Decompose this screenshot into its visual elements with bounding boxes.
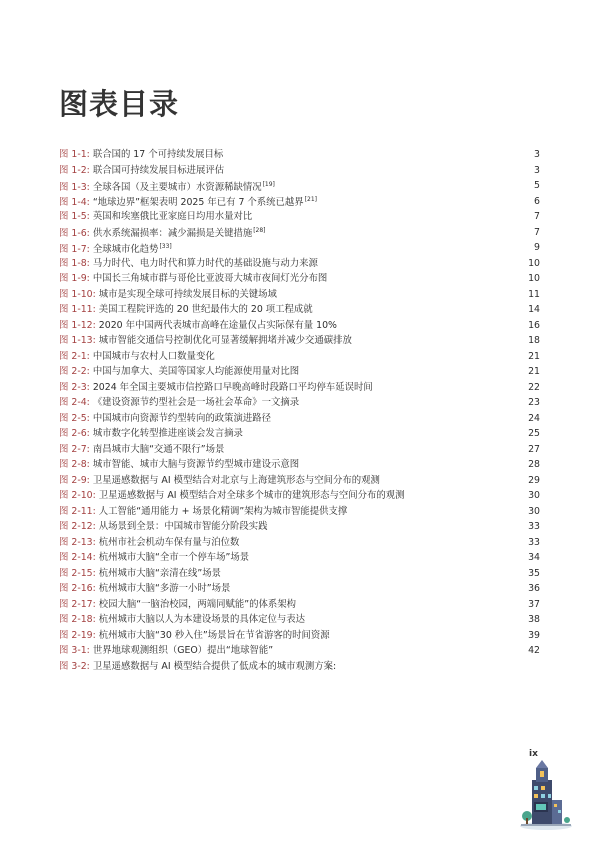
figure-title: 人工智能“通用能力 + 场景化精调”架构为城市智能提供支撑 — [98, 505, 348, 517]
figure-title: 杭州城市大脑“30 秒入住”场景旨在节省游客的时间资源 — [98, 629, 330, 641]
figure-title: 卫星遥感数据与 AI 模型结合对全球多个城市的建筑形态与空间分布的观测 — [98, 490, 405, 501]
page-ref: 42 — [528, 645, 540, 656]
figure-number: 图 1-3: — [59, 181, 93, 193]
figure-number: 图 2-16: — [59, 583, 99, 594]
toc-entry-text — [59, 581, 230, 597]
toc-entry[interactable] — [59, 333, 540, 349]
figure-number: 图 2-9: — [59, 474, 93, 486]
figure-title: 联合国可持续发展目标进展评估 — [92, 164, 225, 176]
page-ref: 3 — [534, 164, 540, 176]
toc-entry-text — [59, 473, 380, 489]
citation-ref[interactable]: [28] — [253, 227, 266, 234]
page-ref: 37 — [528, 598, 540, 610]
figure-title: 南昌城市大脑“交通不限行”场景 — [92, 443, 225, 455]
toc-entry[interactable] — [59, 380, 540, 396]
figure-number: 图 2-7: — [59, 443, 93, 455]
figure-number: 图 2-17: — [59, 598, 99, 610]
figure-number: 图 1-2: — [59, 164, 93, 176]
figure-number: 图 2-19: — [59, 629, 99, 641]
page-title: 图表目录 — [59, 87, 180, 121]
figure-number: 图 1-5: — [59, 211, 93, 222]
page-ref: 24 — [528, 412, 540, 424]
page-ref: 21 — [528, 366, 540, 377]
figure-number: 图 1-8: — [59, 257, 93, 269]
toc-entry-text — [59, 318, 337, 334]
figure-title: 中国城市向资源节约型转向的政策演进路径 — [92, 412, 271, 424]
page-ref: 35 — [528, 567, 540, 579]
figure-title: 城市是实现全球可持续发展目标的关键场域 — [98, 288, 277, 300]
toc-entry[interactable] — [59, 287, 540, 303]
figure-number: 图 2-5: — [59, 412, 93, 424]
page-ref: 38 — [528, 614, 540, 625]
figure-title: 中国与加拿大、美国等国家人均能源使用量对比图 — [92, 366, 300, 377]
toc-entry[interactable] — [59, 395, 540, 411]
figure-number: 图 2-13: — [59, 536, 99, 548]
figure-title: 《建设资源节约型社会是一场社会革命》一文摘录 — [92, 397, 300, 408]
figure-number: 图 2-18: — [59, 614, 99, 625]
toc-entry[interactable] — [59, 628, 540, 644]
figure-number: 图 1-10: — [59, 288, 99, 300]
figure-title: 城市数字化转型推进座谈会发言摘录 — [92, 428, 243, 439]
figure-number: 图 2-2: — [59, 366, 93, 377]
figure-title: 从场景到全景：中国城市智能分阶段实践 — [98, 521, 268, 532]
toc-entry-text — [59, 256, 318, 272]
page-ref: 29 — [528, 474, 540, 486]
page-ref: 23 — [528, 397, 540, 408]
toc-entry[interactable] — [59, 426, 540, 442]
page-ref: 28 — [528, 459, 540, 470]
figure-number: 图 2-12: — [59, 521, 99, 532]
figure-number: 图 1-12: — [59, 319, 99, 331]
figure-title: 马力时代、电力时代和算力时代的基础设施与动力来源 — [92, 257, 318, 269]
figure-title: 城市智能、城市大脑与资源节约型城市建设示意图 — [92, 459, 300, 470]
citation-ref[interactable]: [33] — [159, 242, 172, 250]
figure-title: 中国长三角城市群与哥伦比亚波哥大城市夜间灯光分布图 — [92, 273, 328, 284]
toc-entry-text — [59, 535, 239, 551]
toc-entry[interactable] — [59, 457, 540, 473]
figure-number: 图 1-13: — [59, 335, 99, 346]
figure-title: 世界地球观测组织（GEO）提出“地球智能” — [92, 645, 274, 656]
toc-entry-text — [59, 519, 268, 535]
toc-entry-text — [59, 566, 221, 582]
figure-title: 英国和埃塞俄比亚家庭日均用水量对比 — [92, 211, 253, 222]
figure-list — [59, 147, 540, 674]
toc-entry-text — [59, 192, 317, 211]
figure-number: 图 2-14: — [59, 552, 99, 563]
toc-entry-text — [59, 426, 243, 442]
figure-title: 杭州城市大脑“全市一个停车场”场景 — [98, 552, 250, 563]
figure-number: 图 2-11: — [59, 505, 99, 517]
page-number: ix — [529, 749, 538, 759]
toc-entry[interactable] — [59, 194, 540, 210]
toc-entry[interactable] — [59, 643, 540, 659]
toc-entry-text — [59, 349, 215, 365]
page-ref: 33 — [528, 536, 540, 548]
page-ref: 6 — [534, 195, 540, 207]
page-ref: 14 — [528, 304, 540, 315]
figure-title: 2024 年全国主要城市信控路口早晚高峰时段路口平均停车延误时间 — [92, 381, 373, 393]
page-ref: 5 — [534, 180, 540, 191]
toc-entry-text — [59, 550, 249, 566]
toc-entry[interactable] — [59, 411, 540, 427]
figure-title: “地球边界”框架表明 2025 年已有 7 个系统已越界 — [92, 197, 304, 208]
figure-number: 图 2-8: — [59, 459, 93, 470]
page-ref: 18 — [528, 335, 540, 346]
toc-entry[interactable] — [59, 597, 540, 613]
toc-entry[interactable] — [59, 271, 540, 287]
page-ref: 34 — [528, 552, 540, 563]
toc-entry[interactable] — [59, 659, 540, 675]
toc-entry-text — [59, 395, 299, 411]
toc-entry-text — [59, 628, 330, 644]
toc-entry-text — [59, 612, 305, 628]
figure-title: 2020 年中国两代表城市高峰在途量仅占实际保有量 10% — [98, 319, 337, 331]
toc-entry-text — [59, 380, 373, 396]
figure-number: 图 1-1: — [59, 149, 93, 160]
page-ref: 16 — [528, 319, 540, 331]
figure-title: 联合国的 17 个可持续发展目标 — [92, 149, 224, 160]
toc-entry-text — [59, 411, 271, 427]
figure-number: 图 3-2: — [59, 660, 93, 672]
toc-entry[interactable] — [59, 240, 540, 256]
figure-number: 图 2-3: — [59, 381, 93, 393]
figure-number: 图 2-4: — [59, 397, 93, 408]
figure-title: 杭州城市大脑以人为本建设场景的具体定位与表达 — [98, 614, 306, 625]
figure-title: 全球城市化趋势 — [92, 243, 159, 255]
toc-entry[interactable] — [59, 519, 540, 535]
toc-entry-text — [59, 504, 347, 520]
figure-number: 图 1-6: — [59, 228, 93, 239]
page-ref: 21 — [528, 350, 540, 362]
toc-entry[interactable] — [59, 442, 540, 458]
toc-entry[interactable] — [59, 504, 540, 520]
figure-title: 美国工程院评选的 20 世纪最伟大的 20 项工程成就 — [98, 304, 313, 315]
toc-entry-text — [59, 442, 224, 458]
page-ref: 11 — [528, 288, 540, 300]
page-ref: 39 — [528, 629, 540, 641]
toc-entry[interactable] — [59, 535, 540, 551]
page-ref: 30 — [528, 490, 540, 501]
figure-title: 全球各国（及主要城市）水资源稀缺情况 — [92, 181, 262, 193]
toc-entry-text — [59, 333, 352, 349]
figure-title: 卫星遥感数据与 AI 模型结合对北京与上海建筑形态与空间分布的观测 — [92, 474, 380, 486]
figure-number: 图 2-15: — [59, 567, 99, 579]
toc-entry-text — [59, 488, 405, 504]
toc-entry[interactable] — [59, 612, 540, 628]
toc-entry-text — [59, 239, 172, 258]
page-ref: 3 — [534, 149, 540, 160]
toc-entry-text — [59, 287, 277, 303]
toc-entry[interactable] — [59, 256, 540, 272]
toc-entry-text — [59, 271, 327, 287]
toc-entry-text — [59, 643, 273, 659]
toc-entry[interactable] — [59, 147, 540, 163]
page-ref: 22 — [528, 381, 540, 393]
figure-number: 图 3-1: — [59, 645, 93, 656]
toc-entry[interactable] — [59, 566, 540, 582]
page-ref: 27 — [528, 443, 540, 455]
figure-number: 图 1-11: — [59, 304, 99, 315]
figure-title: 杭州市社会机动车保有量与泊位数 — [98, 536, 240, 548]
toc-entry[interactable] — [59, 318, 540, 334]
toc-entry-text — [59, 457, 299, 473]
citation-ref[interactable]: [19] — [262, 180, 275, 188]
page-ref: 25 — [528, 428, 540, 439]
toc-entry[interactable] — [59, 349, 540, 365]
toc-entry[interactable] — [59, 302, 540, 318]
city-tower-illustration — [517, 760, 575, 832]
page-ref: 10 — [528, 273, 540, 284]
page-ref: 7 — [534, 211, 540, 222]
toc-entry[interactable] — [59, 550, 540, 566]
toc-entry-text — [59, 364, 299, 380]
figure-number: 图 2-6: — [59, 428, 93, 439]
page-ref: 9 — [534, 242, 540, 253]
page-ref: 30 — [528, 505, 540, 517]
toc-entry[interactable] — [59, 473, 540, 489]
figure-title: 杭州城市大脑“亲清在线”场景 — [98, 567, 221, 579]
toc-entry[interactable] — [59, 581, 540, 597]
toc-entry[interactable] — [59, 364, 540, 380]
page-ref: 33 — [528, 521, 540, 532]
figure-title: 校园大脑“一脑治校园，两端同赋能”的体系架构 — [98, 598, 296, 610]
figure-number: 图 2-10: — [59, 490, 99, 501]
toc-entry-text — [59, 597, 296, 613]
figure-number: 图 1-9: — [59, 273, 93, 284]
figure-number: 图 1-4: — [59, 197, 93, 208]
toc-entry-text — [59, 302, 313, 318]
toc-entry-text — [59, 147, 223, 163]
figure-title: 杭州城市大脑“多游一小时”场景 — [98, 583, 231, 594]
page-ref: 7 — [534, 226, 540, 238]
figure-title: 卫星遥感数据与 AI 模型结合提供了低成本的城市观测方案: — [92, 660, 337, 672]
page-ref: 36 — [528, 583, 540, 594]
page-ref: 10 — [528, 257, 540, 269]
figure-title: 中国城市与农村人口数量变化 — [92, 350, 215, 362]
figure-title: 供水系统漏损率：减少漏损是关键措施 — [92, 228, 253, 239]
figure-title: 城市智能交通信号控制优化可显著缓解拥堵并减少交通碳排放 — [98, 335, 352, 346]
toc-entry[interactable] — [59, 488, 540, 504]
figure-number: 图 1-7: — [59, 243, 93, 255]
toc-entry-text — [59, 659, 336, 675]
citation-ref[interactable]: [21] — [304, 196, 317, 203]
figure-number: 图 2-1: — [59, 350, 93, 362]
